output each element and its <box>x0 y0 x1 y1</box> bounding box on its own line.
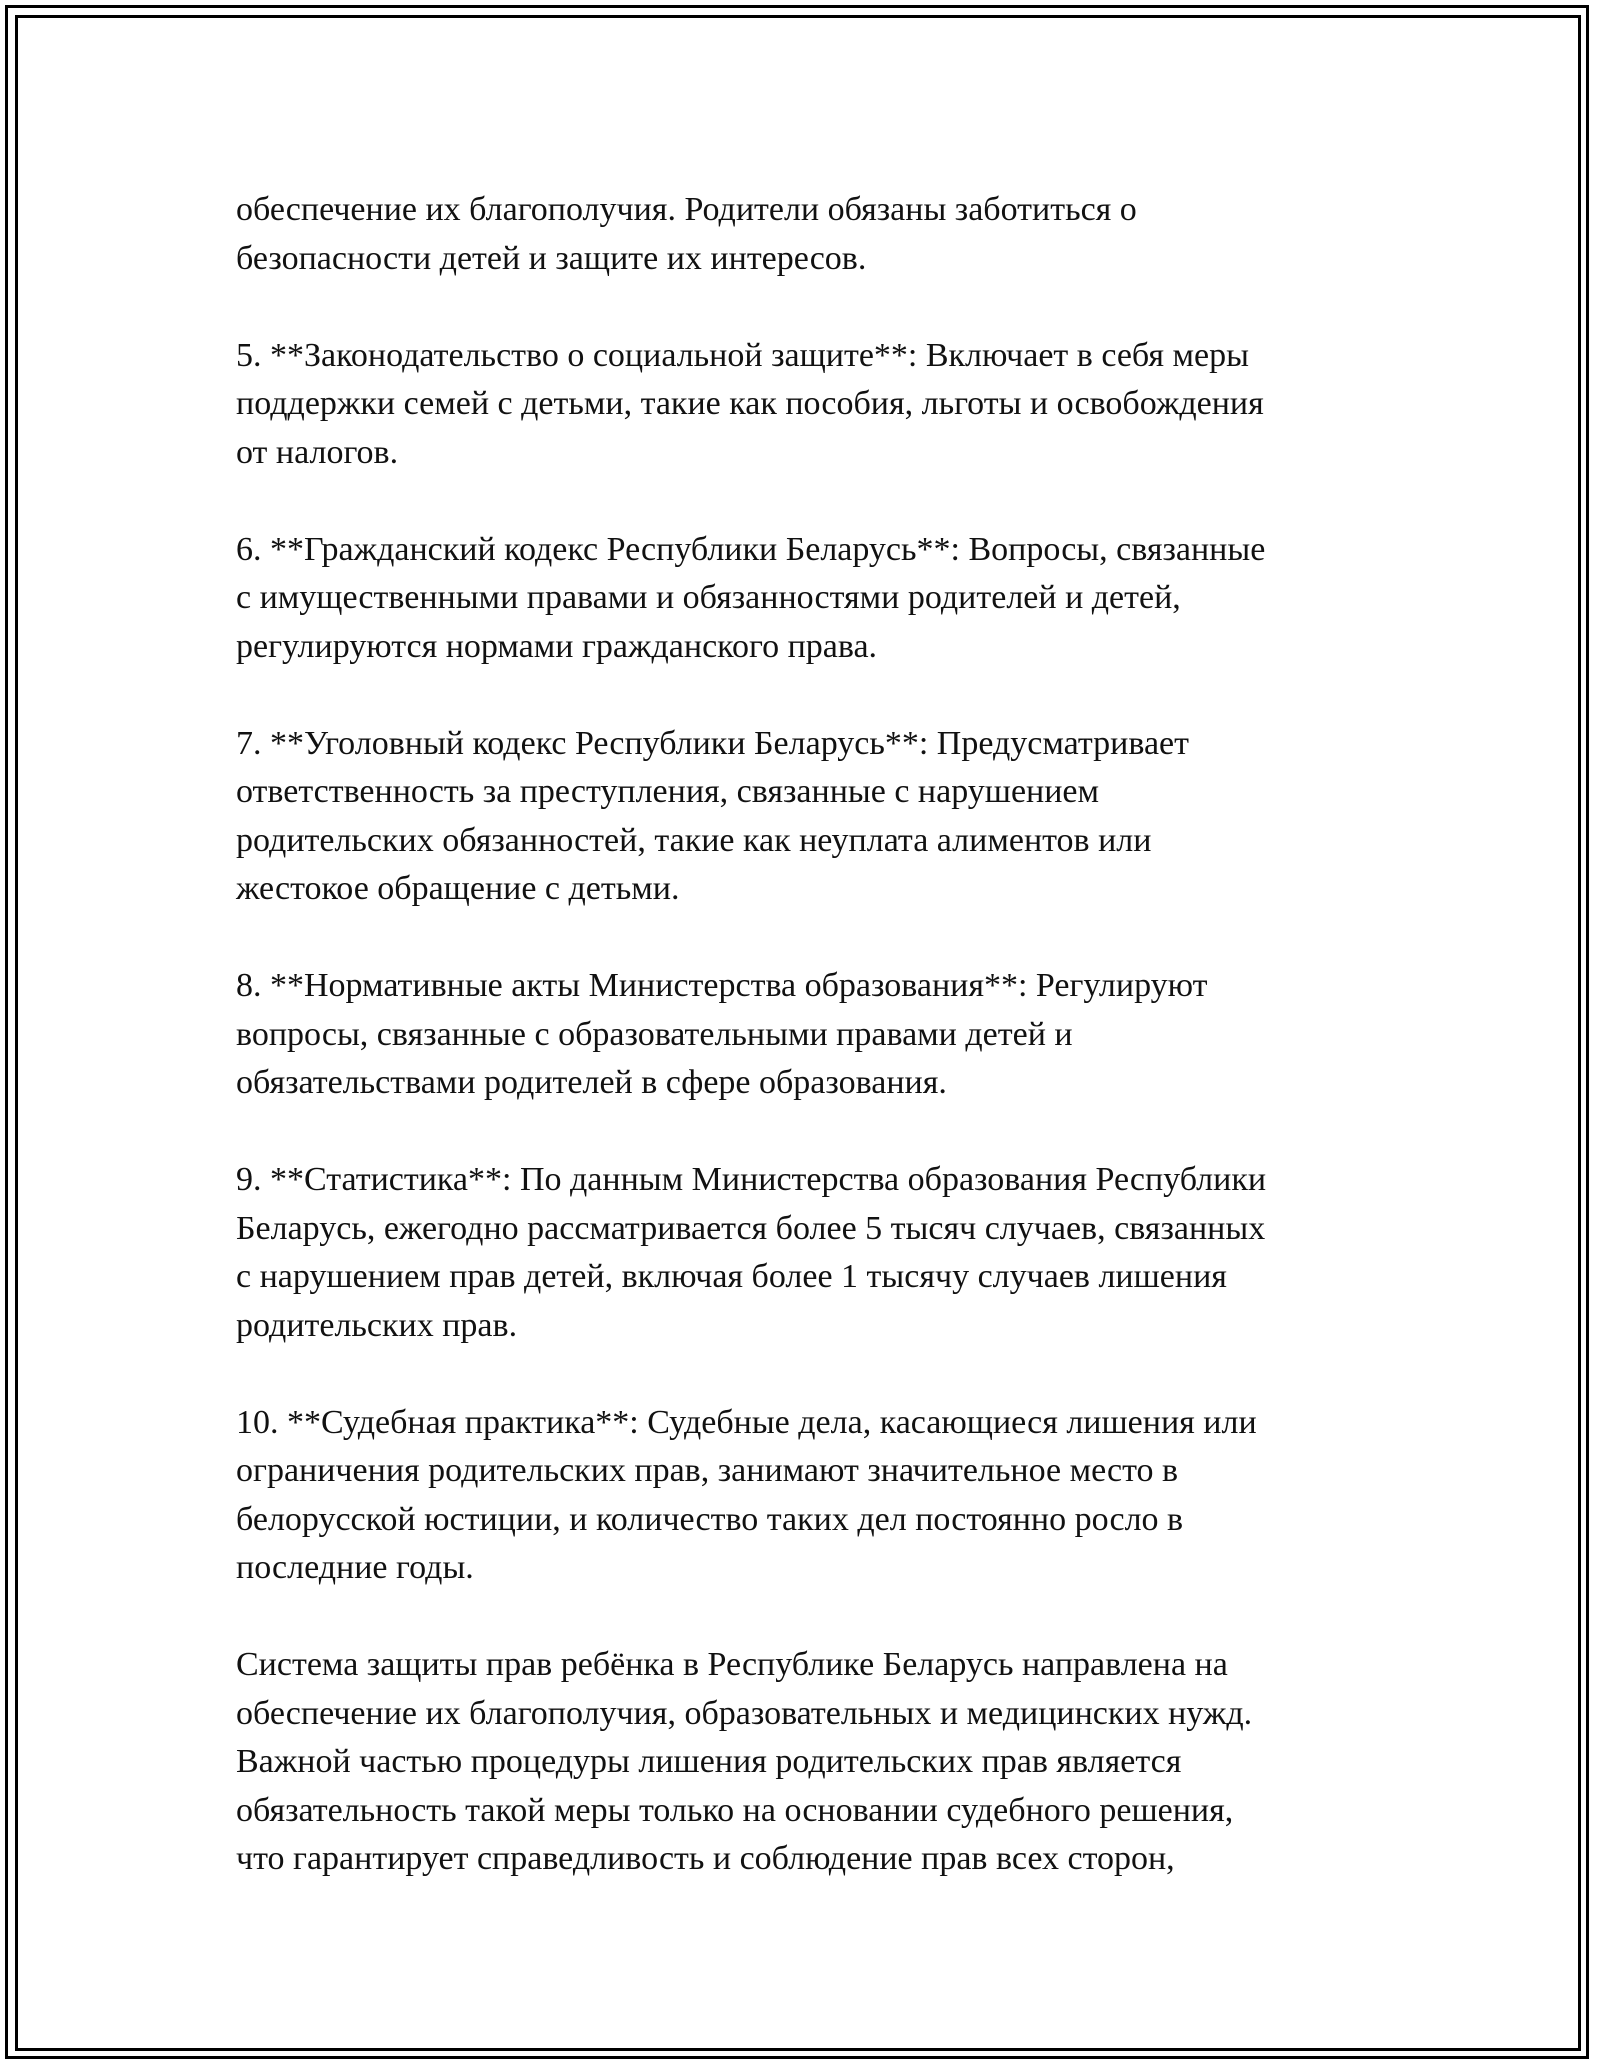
document-body <box>236 186 1386 1932</box>
list-item-7 <box>236 720 1386 914</box>
text-line: с имущественными правами и обязанностями родителей и детей, <box>236 579 1181 616</box>
text-line: Беларусь, ежегодно рассматривается более 5 тысяч случаев, связанных <box>236 1209 1266 1247</box>
text-line: от налогов. <box>236 433 399 471</box>
text-line: что гарантирует справедливость и соблюдение прав всех сторон, <box>236 1840 1175 1877</box>
text-line: 5. **Законодательство о социальной защите**: Включает в себя меры <box>236 336 1249 374</box>
text-line: 9. **Статистика**: По данным Министерства образования Республики <box>236 1161 1267 1198</box>
text-line: с нарушением прав детей, включая более 1 тысячу случаев лишения <box>236 1258 1227 1295</box>
paragraph-continuation <box>236 186 1386 283</box>
text-line: родительских прав. <box>236 1306 518 1344</box>
text-line: последние годы. <box>236 1549 474 1586</box>
list-item-10 <box>236 1399 1386 1593</box>
text-line: 10. **Судебная практика**: Судебные дела, касающиеся лишения или <box>236 1403 1257 1441</box>
text-line: Важной частью процедуры лишения родительских прав является <box>236 1743 1182 1780</box>
text-line: обязательствами родителей в сфере образования. <box>236 1064 947 1101</box>
text-line: 7. **Уголовный кодекс Республики Беларусь**: Предусматривает <box>236 724 1189 762</box>
list-item-6 <box>236 526 1386 672</box>
text-line: безопасности детей и защите их интересов. <box>236 239 867 277</box>
text-line: вопросы, связанные с образовательными правами детей и <box>236 1015 1073 1053</box>
list-item-8 <box>236 962 1386 1108</box>
text-line: регулируются нормами гражданского права. <box>236 627 878 665</box>
text-line: обязательность такой меры только на основании судебного решения, <box>236 1791 1234 1829</box>
text-line: поддержки семей с детьми, такие как пособия, льготы и освобождения <box>236 385 1264 422</box>
text-line: обеспечение их благополучия. Родители обязаны заботиться о <box>236 191 1137 228</box>
text-line: ограничения родительских прав, занимают значительное место в <box>236 1452 1179 1489</box>
text-line: родительских обязанностей, такие как неуплата алиментов или <box>236 821 1152 859</box>
text-line: Система защиты прав ребёнка в Республике Беларусь направлена на <box>236 1646 1228 1683</box>
list-item-5 <box>236 332 1386 478</box>
list-item-9 <box>236 1156 1386 1350</box>
text-line: ответственность за преступления, связанные с нарушением <box>236 773 1100 810</box>
text-line: жестокое обращение с детьми. <box>236 870 680 907</box>
text-line: 6. **Гражданский кодекс Республики Беларусь**: Вопросы, связанные <box>236 530 1266 568</box>
text-line: обеспечение их благополучия, образовательных и медицинских нужд. <box>236 1694 1253 1732</box>
text-line: 8. **Нормативные акты Министерства образования**: Регулируют <box>236 967 1208 1004</box>
text-line: белорусской юстиции, и количество таких дел постоянно росло в <box>236 1500 1184 1538</box>
paragraph-summary <box>236 1641 1386 1884</box>
